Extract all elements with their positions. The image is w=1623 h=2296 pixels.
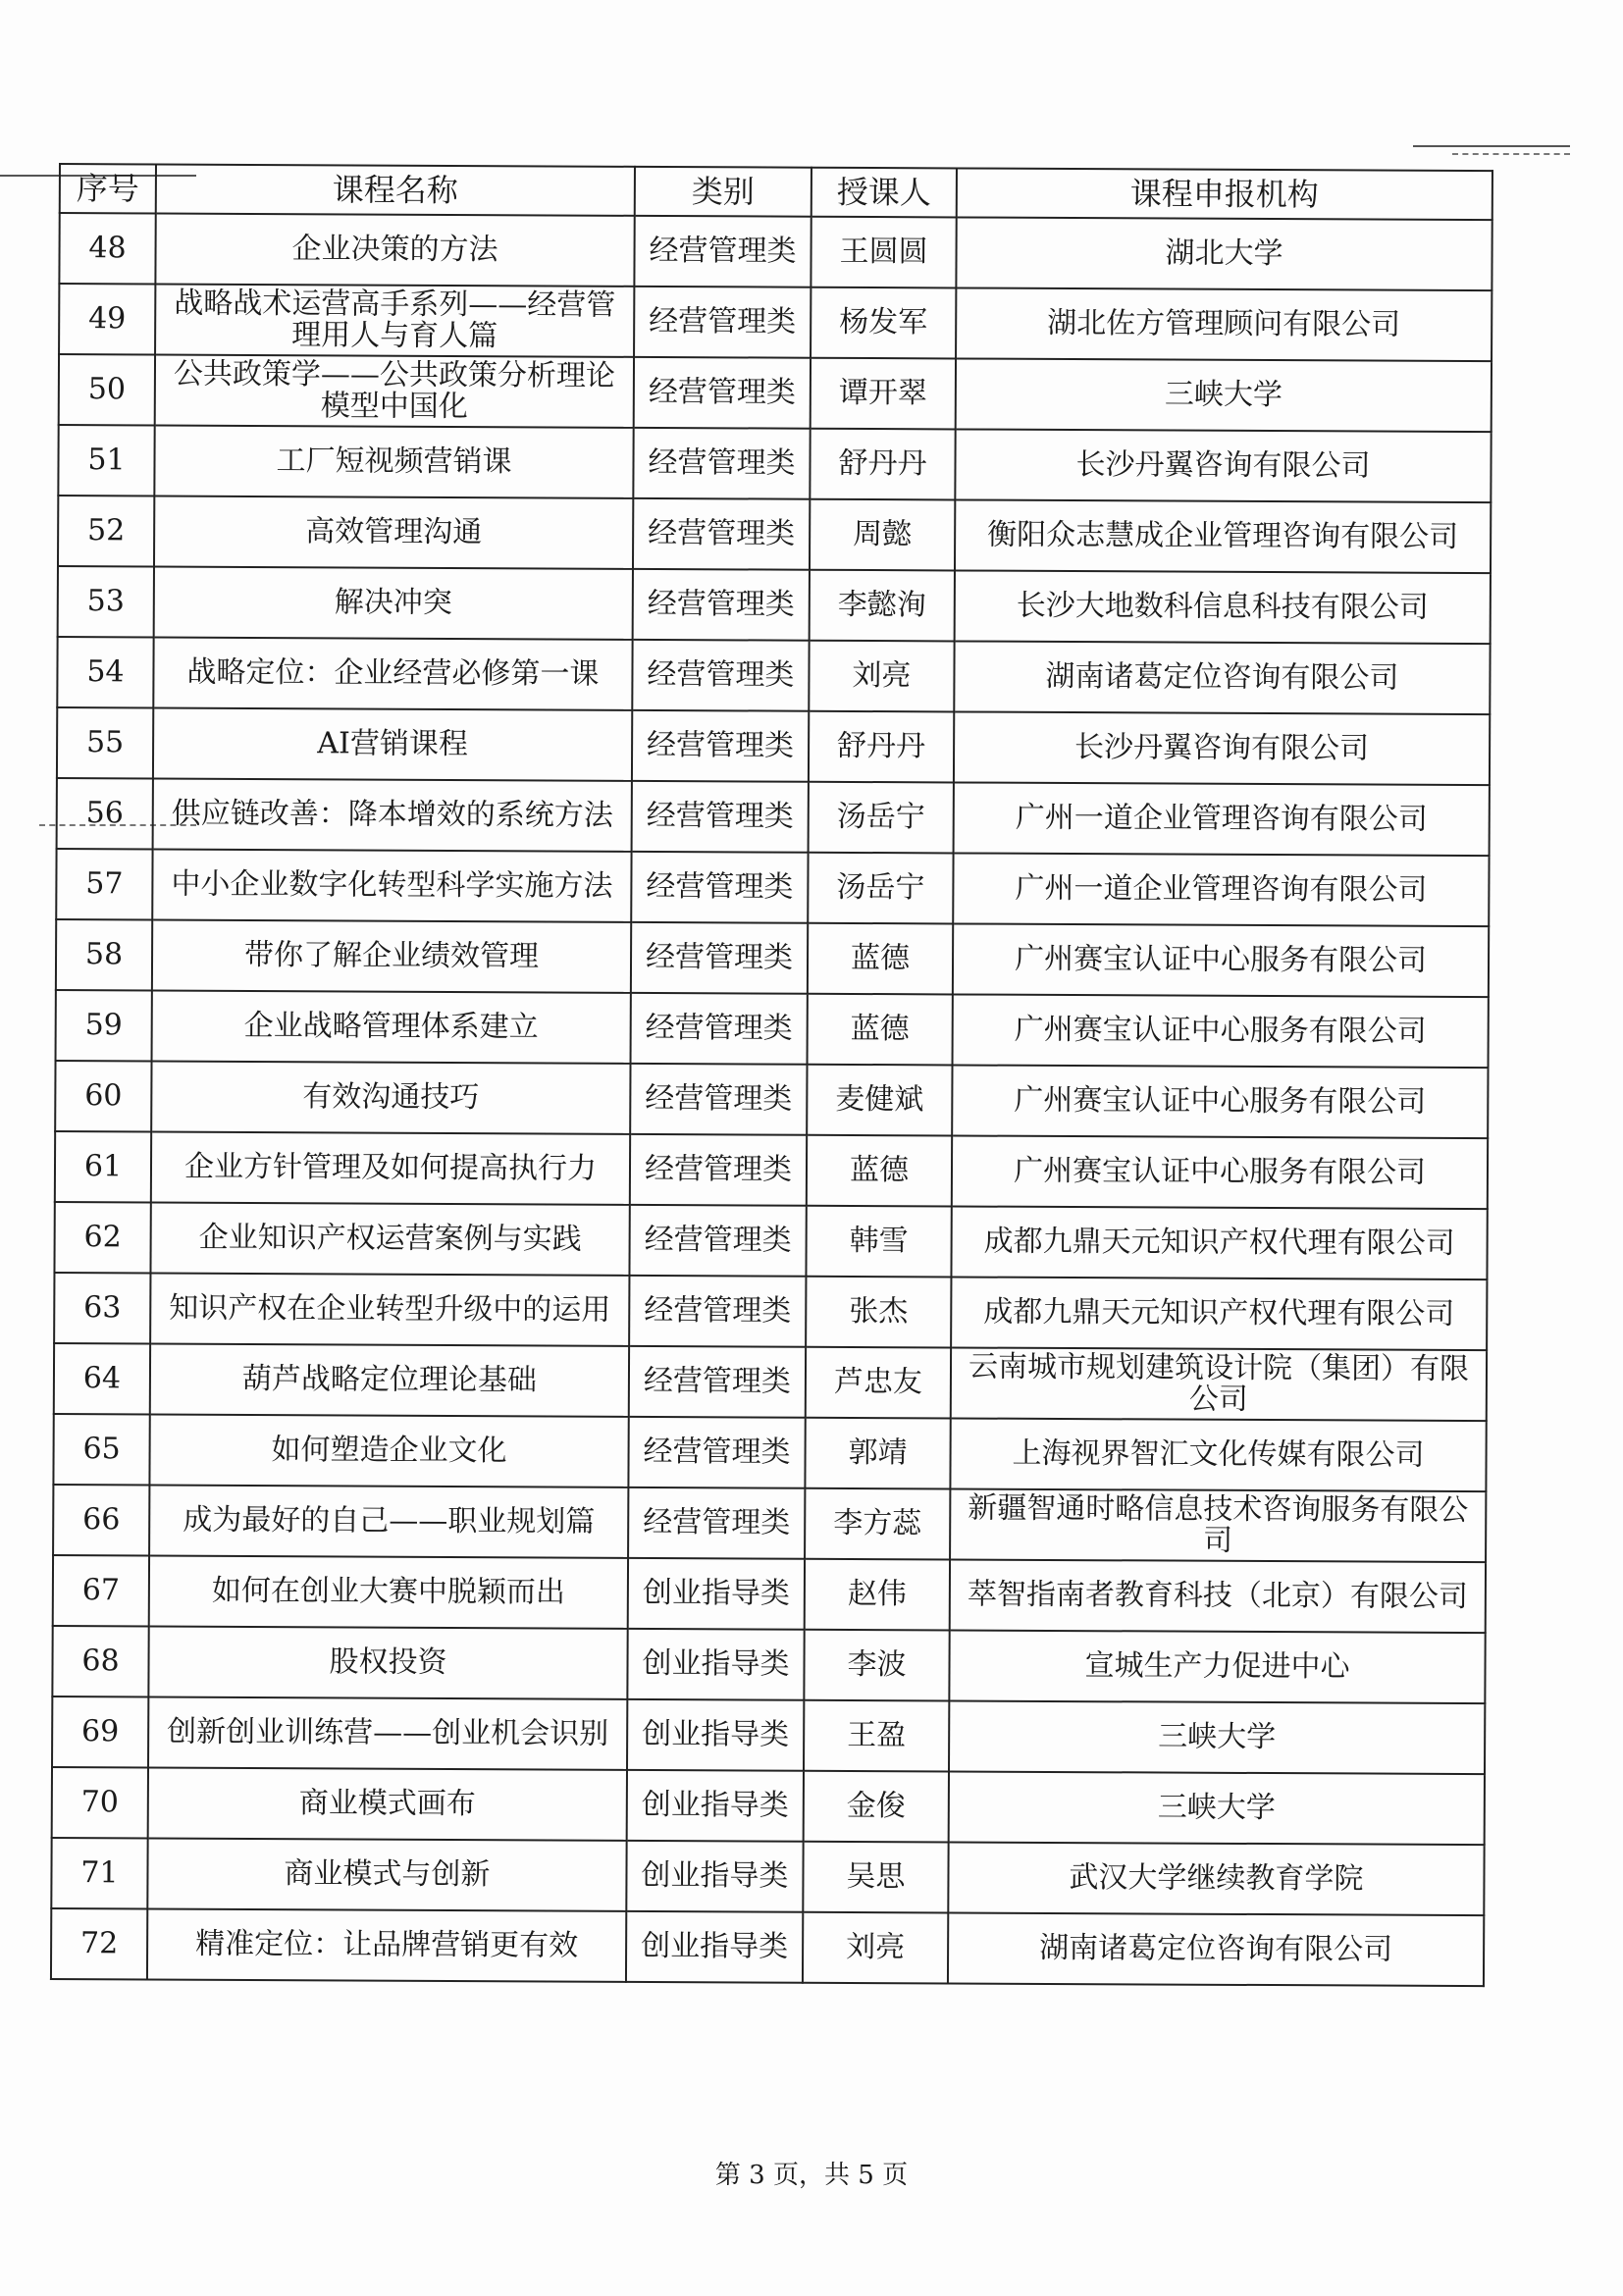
- table-row: [53, 1485, 1486, 1562]
- row-category: 创业指导类: [628, 1558, 805, 1630]
- page-number: 第 3 页，共 5 页: [714, 2161, 909, 2190]
- row-course: AI营销课程: [153, 707, 632, 780]
- row-course: 高效管理沟通: [154, 496, 633, 568]
- header-category: 类别: [635, 167, 812, 217]
- table-row: [55, 1061, 1488, 1138]
- row-course: 精准定位：让品牌营销更有效: [147, 1908, 626, 1981]
- row-no: 60: [55, 1061, 151, 1131]
- row-teacher: 汤岳宁: [809, 782, 954, 854]
- row-course: 企业战略管理体系建立: [152, 990, 631, 1063]
- row-org: 宣城生产力促进中心: [949, 1630, 1485, 1703]
- row-no: 67: [53, 1555, 149, 1626]
- row-org: 广州赛宝认证中心服务有限公司: [953, 923, 1489, 997]
- course-table: [50, 163, 1493, 1987]
- table-row: [53, 1555, 1486, 1633]
- table-header-row: [60, 164, 1492, 220]
- row-no: 55: [57, 707, 153, 778]
- row-org: 上海视界智汇文化传媒有限公司: [950, 1418, 1486, 1491]
- row-category: 创业指导类: [627, 1770, 804, 1842]
- row-org: 广州赛宝认证中心服务有限公司: [952, 1065, 1488, 1138]
- table-row: [52, 1626, 1485, 1703]
- row-course: 商业模式与创新: [147, 1838, 626, 1910]
- header-course: 课程名称: [156, 164, 635, 215]
- row-no: 71: [51, 1838, 147, 1908]
- table-row: [56, 849, 1489, 926]
- table-row: [54, 1343, 1487, 1421]
- row-teacher: 刘亮: [803, 1912, 948, 1984]
- row-org: 云南城市规划建筑设计院（集团）有限公司: [951, 1347, 1487, 1421]
- row-org: 长沙丹翼咨询有限公司: [954, 711, 1490, 785]
- row-org: 武汉大学继续教育学院: [948, 1842, 1484, 1915]
- row-teacher: 李波: [804, 1630, 949, 1701]
- row-no: 52: [58, 496, 154, 566]
- row-teacher: 韩雪: [806, 1206, 951, 1278]
- row-org: 长沙丹翼咨询有限公司: [955, 429, 1491, 502]
- scan-artifact-line: [1413, 145, 1570, 147]
- row-org: 长沙大地数科信息科技有限公司: [955, 570, 1491, 644]
- row-org: 三峡大学: [949, 1700, 1485, 1774]
- row-no: 62: [54, 1202, 150, 1273]
- table-row: [58, 566, 1491, 644]
- header-org: 课程申报机构: [957, 168, 1492, 220]
- row-category: 经营管理类: [634, 287, 811, 358]
- row-category: 创业指导类: [626, 1911, 803, 1983]
- row-org: 湖南诸葛定位咨询有限公司: [948, 1912, 1484, 1986]
- row-course: 解决冲突: [154, 566, 633, 639]
- row-no: 63: [54, 1273, 150, 1343]
- row-category: 经营管理类: [628, 1487, 805, 1559]
- table-row: [57, 637, 1490, 714]
- row-org: 成都九鼎天元知识产权代理有限公司: [951, 1206, 1487, 1279]
- row-category: 经营管理类: [630, 1134, 807, 1206]
- row-teacher: 蓝德: [807, 1135, 952, 1207]
- row-category: 经营管理类: [629, 1205, 806, 1277]
- row-org: 新疆智通时略信息技术咨询服务有限公司: [950, 1488, 1486, 1562]
- row-teacher: 杨发军: [811, 287, 956, 359]
- table-row: [51, 1838, 1484, 1915]
- row-org: 衡阳众志慧成企业管理咨询有限公司: [955, 499, 1491, 573]
- table-row: [55, 1131, 1488, 1209]
- row-course: 股权投资: [148, 1626, 627, 1698]
- row-no: 64: [54, 1343, 150, 1414]
- row-teacher: 吴思: [803, 1842, 948, 1913]
- row-course: 如何塑造企业文化: [149, 1414, 628, 1487]
- row-no: 48: [59, 213, 155, 284]
- row-no: 65: [53, 1414, 149, 1485]
- row-teacher: 蓝德: [808, 994, 953, 1066]
- row-teacher: 周懿: [810, 499, 955, 571]
- row-no: 58: [56, 919, 152, 990]
- row-no: 51: [58, 425, 154, 496]
- row-no: 61: [55, 1131, 151, 1202]
- row-course: 公共政策学——公共政策分析理论模型中国化: [155, 354, 634, 427]
- row-teacher: 芦忠友: [806, 1347, 951, 1419]
- header-no: 序号: [60, 164, 156, 213]
- row-no: 53: [58, 566, 154, 637]
- table-row: [54, 1273, 1487, 1350]
- row-category: 经营管理类: [633, 428, 810, 499]
- row-course: 企业决策的方法: [155, 213, 634, 286]
- row-category: 经营管理类: [628, 1417, 805, 1488]
- row-org: 广州赛宝认证中心服务有限公司: [952, 1135, 1488, 1209]
- row-course: 企业方针管理及如何提高执行力: [151, 1131, 630, 1204]
- row-category: 经营管理类: [630, 1064, 807, 1135]
- row-course: 战略定位：企业经营必修第一课: [153, 637, 632, 709]
- table-row: [52, 1696, 1485, 1774]
- row-category: 经营管理类: [633, 498, 810, 570]
- row-course: 知识产权在企业转型升级中的运用: [150, 1273, 629, 1345]
- row-course: 供应链改善：降本增效的系统方法: [153, 778, 632, 851]
- row-no: 66: [53, 1485, 149, 1555]
- table-row: [59, 213, 1492, 290]
- row-course: 创新创业训练营——创业机会识别: [148, 1696, 627, 1769]
- scan-artifact-line: [1452, 153, 1570, 155]
- table-row: [58, 496, 1491, 573]
- row-category: 经营管理类: [632, 640, 809, 711]
- row-org: 湖北佐方管理顾问有限公司: [956, 287, 1492, 361]
- row-teacher: 王盈: [804, 1700, 949, 1772]
- table-row: [57, 707, 1490, 785]
- header-teacher: 授课人: [812, 168, 957, 218]
- table-row: [52, 1767, 1485, 1845]
- row-teacher: 刘亮: [809, 641, 954, 712]
- row-course: 带你了解企业绩效管理: [152, 919, 631, 992]
- row-teacher: 汤岳宁: [808, 853, 953, 924]
- row-no: 54: [57, 637, 153, 707]
- row-teacher: 舒丹丹: [810, 429, 955, 500]
- row-no: 70: [52, 1767, 148, 1838]
- row-org: 成都九鼎天元知识产权代理有限公司: [951, 1277, 1487, 1350]
- row-no: 59: [56, 990, 152, 1061]
- row-category: 经营管理类: [634, 216, 811, 287]
- row-category: 经营管理类: [633, 569, 810, 641]
- row-category: 经营管理类: [632, 781, 809, 853]
- row-org: 湖南诸葛定位咨询有限公司: [954, 641, 1490, 714]
- row-teacher: 李方蕊: [805, 1488, 950, 1560]
- table-row: [56, 919, 1489, 997]
- row-category: 创业指导类: [626, 1841, 803, 1912]
- row-org: 三峡大学: [949, 1771, 1485, 1845]
- row-no: 69: [52, 1696, 148, 1767]
- row-org: 三峡大学: [956, 358, 1492, 432]
- row-no: 50: [59, 354, 155, 425]
- row-category: 经营管理类: [631, 852, 808, 923]
- table-row: [56, 990, 1489, 1068]
- table-row: [57, 778, 1490, 856]
- row-teacher: 郭靖: [805, 1418, 950, 1489]
- table-row: [59, 284, 1492, 361]
- row-category: 创业指导类: [627, 1699, 804, 1771]
- row-category: 经营管理类: [629, 1276, 806, 1347]
- row-teacher: 麦健斌: [807, 1065, 952, 1136]
- row-teacher: 张杰: [806, 1277, 951, 1348]
- row-course: 战略战术运营高手系列——经营管理用人与育人篇: [155, 284, 634, 356]
- row-no: 57: [56, 849, 152, 919]
- row-teacher: 赵伟: [805, 1559, 950, 1631]
- row-teacher: 王圆圆: [811, 217, 956, 288]
- row-teacher: 舒丹丹: [809, 711, 954, 783]
- row-no: 72: [51, 1908, 147, 1979]
- row-category: 经营管理类: [632, 710, 809, 782]
- row-org: 广州一道企业管理咨询有限公司: [954, 782, 1490, 856]
- row-teacher: 李懿洵: [810, 570, 955, 642]
- row-course: 商业模式画布: [148, 1767, 627, 1840]
- row-org: 广州赛宝认证中心服务有限公司: [953, 994, 1489, 1068]
- row-course: 葫芦战略定位理论基础: [150, 1343, 629, 1416]
- row-category: 经营管理类: [629, 1346, 806, 1418]
- row-category: 创业指导类: [627, 1629, 804, 1700]
- row-teacher: 蓝德: [808, 923, 953, 995]
- row-teacher: 金俊: [804, 1771, 949, 1843]
- table-row: [53, 1414, 1486, 1491]
- row-course: 如何在创业大赛中脱颖而出: [149, 1555, 628, 1628]
- row-course: 成为最好的自己——职业规划篇: [149, 1485, 628, 1557]
- table-row: [51, 1908, 1484, 1986]
- row-no: 56: [57, 778, 153, 849]
- row-course: 中小企业数字化转型科学实施方法: [152, 849, 631, 921]
- table-row: [54, 1202, 1487, 1279]
- row-org: 湖北大学: [956, 217, 1492, 290]
- row-course: 有效沟通技巧: [151, 1061, 630, 1133]
- row-no: 68: [52, 1626, 148, 1696]
- row-category: 经营管理类: [634, 357, 811, 429]
- row-course: 企业知识产权运营案例与实践: [150, 1202, 629, 1275]
- row-category: 经营管理类: [631, 993, 808, 1065]
- row-no: 49: [59, 284, 155, 354]
- row-course: 工厂短视频营销课: [154, 425, 633, 497]
- row-teacher: 谭开翠: [811, 358, 956, 430]
- row-org: 萃智指南者教育科技（北京）有限公司: [950, 1559, 1486, 1633]
- table-row: [58, 425, 1491, 502]
- row-category: 经营管理类: [631, 922, 808, 994]
- table-row: [59, 354, 1492, 432]
- row-org: 广州一道企业管理咨询有限公司: [953, 853, 1489, 926]
